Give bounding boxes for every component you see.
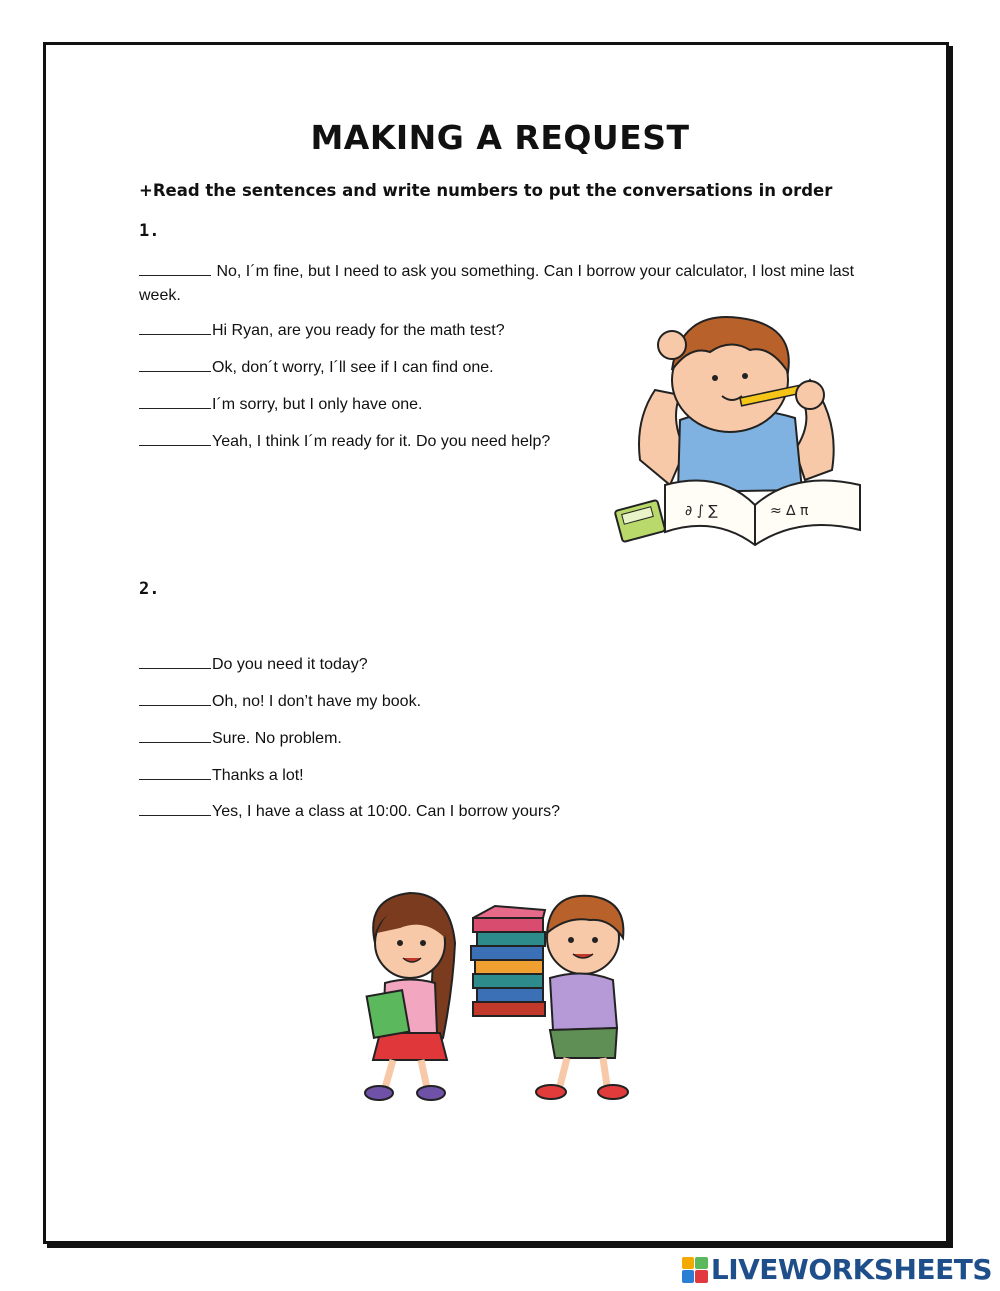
section-1-number: 1.: [139, 221, 160, 241]
logo-text: LIVEWORKSHEETS: [710, 1253, 992, 1286]
sentence-1-1: No, I´m fine, but I need to ask you something. Can I borrow your calculator, I lost mine last week.: [139, 263, 855, 304]
answer-blank-2-3[interactable]: [139, 725, 211, 743]
section-2-number: 2.: [139, 579, 160, 599]
answer-line-1-5: [139, 428, 550, 454]
answer-blank-1-4[interactable]: [139, 391, 211, 409]
answer-blank-2-5[interactable]: [139, 798, 211, 816]
answer-blank-1-1[interactable]: [139, 258, 211, 276]
answer-line-2-5: [139, 798, 560, 824]
answer-line-1-3: [139, 354, 494, 380]
sentence-1-4: I´m sorry, but I only have one.: [212, 396, 423, 413]
answer-blank-2-1[interactable]: [139, 651, 211, 669]
sentence-2-3: Sure. No problem.: [212, 730, 342, 747]
svg-text:∂ ∫ ∑: ∂ ∫ ∑: [685, 503, 718, 519]
sentence-2-4: Thanks a lot!: [212, 767, 304, 784]
answer-line-2-3: [139, 725, 342, 751]
page-title: MAKING A REQUEST: [310, 118, 690, 157]
answer-blank-1-5[interactable]: [139, 428, 211, 446]
answer-line-2-2: [139, 688, 421, 714]
sentence-1-3: Ok, don´t worry, I´ll see if I can find one.: [212, 359, 494, 376]
sentence-1-5: Yeah, I think I´m ready for it. Do you need help?: [212, 433, 551, 450]
sentence-2-5: Yes, I have a class at 10:00. Can I borrow yours?: [212, 803, 561, 820]
answer-blank-2-4[interactable]: [139, 762, 211, 780]
answer-blank-2-2[interactable]: [139, 688, 211, 706]
answer-blank-1-2[interactable]: [139, 317, 211, 335]
kids-with-books-illustration: [355, 888, 655, 1106]
instruction: +Read the sentences and write numbers to put the conversations in order: [139, 181, 833, 200]
answer-line-2-1: [139, 651, 368, 677]
answer-blank-1-3[interactable]: [139, 354, 211, 372]
boy-studying-illustration: [610, 300, 868, 562]
answer-line-1-4: [139, 391, 422, 417]
liveworksheets-logo: [682, 1253, 992, 1286]
svg-text:≈ ∆ π: ≈ ∆ π: [770, 503, 809, 519]
answer-line-2-4: [139, 762, 304, 788]
sentence-2-2: Oh, no! I don’t have my book.: [212, 693, 422, 710]
answer-line-1-2: [139, 317, 505, 343]
sentence-2-1: Do you need it today?: [212, 656, 368, 673]
sentence-1-2: Hi Ryan, are you ready for the math test?: [212, 322, 505, 339]
logo-badge-icon: [682, 1257, 708, 1283]
